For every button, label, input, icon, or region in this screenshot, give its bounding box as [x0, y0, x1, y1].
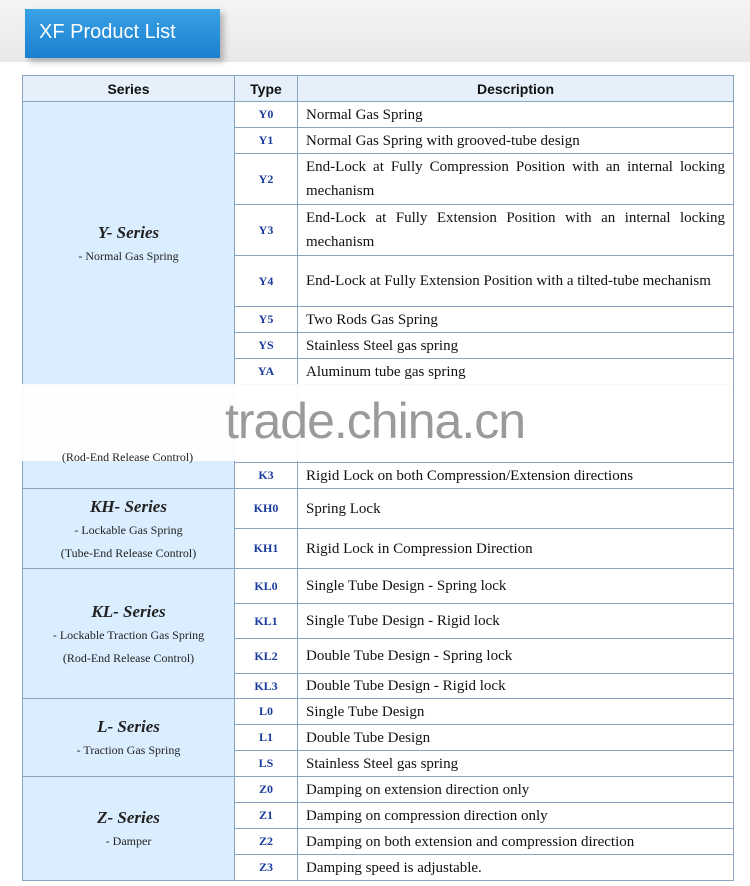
description-text: Spring Lock: [298, 489, 734, 529]
type-code: KL0: [235, 569, 298, 604]
table-row: [23, 489, 734, 529]
type-code: KH1: [235, 529, 298, 569]
description-text: Two Rods Gas Spring: [298, 307, 734, 333]
type-code: Y4: [235, 256, 298, 307]
product-table: [22, 75, 734, 881]
page-title: XF Product List: [25, 9, 220, 58]
table-row: [23, 699, 734, 725]
type-code: KH0: [235, 489, 298, 529]
series-name: L- Series: [97, 717, 160, 736]
series-subtitle: - Damper: [105, 834, 152, 848]
series-subtitle: - Traction Gas Spring: [76, 743, 181, 757]
type-code: Z0: [235, 777, 298, 803]
description-text: Stainless Steel gas spring: [298, 333, 734, 359]
description-text: Aluminum tube gas spring: [298, 359, 734, 385]
series-cell-kl: [23, 569, 235, 699]
type-code: Z3: [235, 855, 298, 881]
type-code: KL2: [235, 639, 298, 674]
type-code: Y2: [235, 154, 298, 205]
series-subtitle: (Rod-End Release Control): [62, 650, 195, 665]
type-code: Y1: [235, 128, 298, 154]
description-text: Double Tube Design: [298, 725, 734, 751]
description-text: Normal Gas Spring: [298, 102, 734, 128]
series-cell-l: [23, 699, 235, 777]
type-code: Y0: [235, 102, 298, 128]
description-text: Damping speed is adjustable.: [298, 855, 734, 881]
description-text: Damping on both extension and compression direction: [298, 829, 734, 855]
description-text: Single Tube Design - Rigid lock: [298, 604, 734, 639]
series-subtitle: - Normal Gas Spring: [78, 248, 179, 263]
description-text: Damping on extension direction only: [298, 777, 734, 803]
series-cell-y: [23, 102, 235, 385]
column-header-type: Type: [235, 76, 298, 102]
table-row: [23, 102, 734, 128]
series-name: Z- Series: [97, 808, 160, 827]
series-name: KL- Series: [91, 601, 166, 621]
watermark-text: trade.china.cn: [224, 393, 526, 449]
type-code: Z2: [235, 829, 298, 855]
description-text: Double Tube Design - Rigid lock: [298, 674, 734, 699]
series-subtitle: - Lockable Traction Gas Spring: [52, 627, 205, 642]
description-text: Rigid Lock in Compression Direction: [298, 529, 734, 569]
description-text: Rigid Lock on both Compression/Extension directions: [298, 463, 734, 489]
description-text: End-Lock at Fully Extension Position with a tilted-tube mechanism: [298, 256, 734, 307]
type-code: Y5: [235, 307, 298, 333]
series-subtitle: - Lockable Gas Spring: [74, 522, 183, 537]
type-code: KL1: [235, 604, 298, 639]
table-row: [23, 777, 734, 803]
series-subtitle: (Rod-End Release Control): [61, 450, 194, 464]
type-code: L0: [235, 699, 298, 725]
description-text: Single Tube Design - Spring lock: [298, 569, 734, 604]
description-text: Damping on compression direction only: [298, 803, 734, 829]
description-text: Double Tube Design - Spring lock: [298, 639, 734, 674]
type-code: LS: [235, 751, 298, 777]
series-name: KH- Series: [90, 496, 167, 516]
table-row: [23, 569, 734, 604]
type-code: L1: [235, 725, 298, 751]
description-text: Single Tube Design: [298, 699, 734, 725]
description-text: End-Lock at Fully Extension Position with an internal locking mechanism: [298, 205, 734, 256]
series-cell-z: [23, 777, 235, 881]
description-text: End-Lock at Fully Compression Position with an internal locking mechanism: [298, 154, 734, 205]
column-header-series: Series: [23, 76, 235, 102]
type-code: YS: [235, 333, 298, 359]
series-name: Y- Series: [97, 222, 160, 242]
type-code: KL3: [235, 674, 298, 699]
series-cell-kh: [23, 489, 235, 569]
series-subtitle: (Tube-End Release Control): [60, 545, 197, 560]
type-code: K3: [235, 463, 298, 489]
description-text: Normal Gas Spring with grooved-tube design: [298, 128, 734, 154]
description-text: Stainless Steel gas spring: [298, 751, 734, 777]
type-code: Z1: [235, 803, 298, 829]
type-code: YA: [235, 359, 298, 385]
type-code: Y3: [235, 205, 298, 256]
column-header-description: Description: [298, 76, 734, 102]
